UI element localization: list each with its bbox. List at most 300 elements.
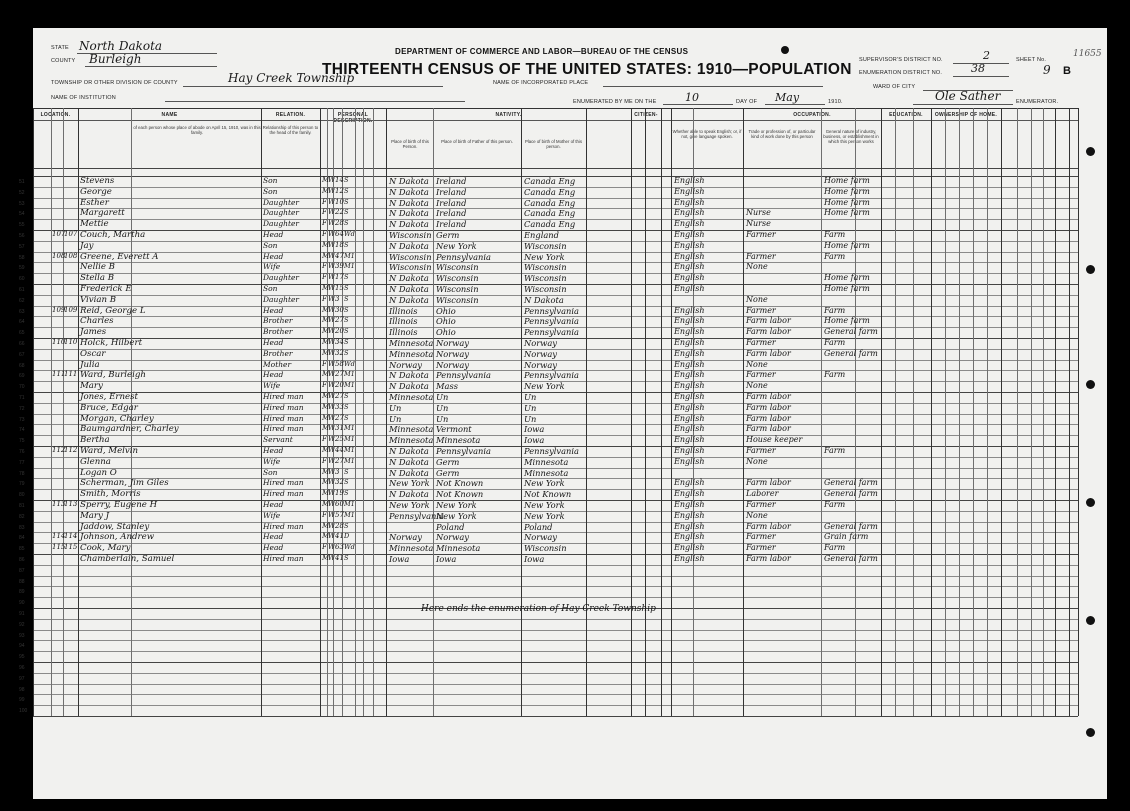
cell-fb: Norway [436,532,469,543]
supervisor-label: SUPERVISOR'S DISTRICT NO. [859,57,943,63]
cell-sex: M [322,402,330,411]
cell-age: 41 [335,554,344,562]
cell-race: W [328,305,336,314]
row-number: 70 [19,384,25,391]
cell-race: W [328,338,336,346]
cell-fb: Norway [436,359,469,370]
cell-mb: Wisconsin [524,262,567,273]
sheet-number: 9 [1043,63,1051,77]
column-header: of each person whose place of abode on April 15, 1910, was in this family. [133,125,261,135]
cell-bp: Minnesota [389,338,434,348]
cell-age: 27 [335,456,344,465]
day-label: DAY OF [736,99,758,105]
census-sheet [19,28,1107,799]
cell-ms: Wd [344,230,355,238]
cell-ind: Home farm [824,186,870,196]
cell-age: 19 [335,489,344,498]
cell-sex: M [322,554,330,562]
cell-ms: M1 [344,446,355,454]
row-number: 54 [19,211,25,218]
cell-rel: Daughter [263,273,299,283]
cell-trade: None [746,262,768,272]
punch-hole-icon [1086,265,1095,274]
cell-bp: Illinois [389,316,418,327]
cell-sex: F [322,197,327,206]
cell-sex: M [322,478,330,487]
cell-dw: 108 [52,251,66,260]
cell-name: Scherman, Jim Giles [80,478,169,489]
cell-bp: N Dakota [389,370,429,381]
row-number: 60 [19,276,25,283]
cell-name: Chamberlain, Samuel [80,554,175,564]
column-rule [1043,108,1044,716]
cell-lang: English [674,338,705,347]
cell-lang: English [674,413,705,423]
row-number: 91 [19,611,25,617]
cell-fb: Ohio [436,316,456,327]
cell-trade: Nurse [746,219,771,229]
cell-name: Morgan, Charley [80,413,154,424]
punch-hole-icon [1086,616,1095,625]
cell-mb: Canada Eng [524,176,576,186]
cell-fb: Minnesota [436,543,481,554]
cell-ms: S [344,478,349,487]
cell-fb: Norway [436,348,469,359]
cell-age: 63 [335,543,344,552]
cell-trade: Laborer [746,489,779,499]
cell-sex: M [322,240,330,249]
cell-lang: English [674,251,705,261]
column-rule [51,108,52,716]
cell-lang: English [674,554,705,563]
cell-race: W [328,230,336,238]
cell-ms: S [344,273,349,282]
place-label: NAME OF INCORPORATED PLACE [493,80,589,86]
cell-trade: Farmer [746,230,776,239]
column-rule [433,108,434,716]
cell-ind: General farm [824,489,878,499]
cell-trade: Farm labor [746,413,791,423]
enumerator-label: ENUMERATOR. [1016,99,1059,105]
department-line: DEPARTMENT OF COMMERCE AND LABOR—BUREAU OF THE CENSUS [395,47,689,56]
cell-trade: Farm labor [746,424,791,434]
section-header: OWNERSHIP OF HOME. [934,112,998,118]
cell-ms: M1 [344,456,355,465]
cell-fb: Wisconsin [436,284,479,294]
cell-trade: Farm labor [746,392,791,401]
cell-rel: Hired man [263,554,304,563]
cell-trade: Farmer [746,305,776,315]
column-rule [1031,108,1032,716]
cell-ind: General farm [824,521,878,531]
cell-fa: 110 [64,338,78,346]
cell-bp: Wisconsin [389,262,432,273]
cell-lang: English [674,424,705,434]
cell-trade: Farm labor [746,348,791,358]
column-rule [373,108,374,716]
row-rule [33,424,1078,425]
cell-name: Sperry, Eugene H [80,500,158,510]
cell-lang: English [674,456,705,466]
cell-rel: Head [263,532,284,542]
row-number: 78 [19,470,25,477]
cell-ms: S [344,327,349,336]
column-rule [363,108,364,716]
row-number: 82 [19,513,25,520]
column-number-rule [33,168,1078,169]
cell-age: 32 [335,478,344,487]
cell-trade: None [746,294,768,304]
cell-age: 17 [335,273,344,282]
cell-race: W [328,424,336,433]
cell-bp: Norway [389,532,422,543]
enumerated-label: ENUMERATED BY ME ON THE [573,99,657,105]
cell-age: 27 [335,370,344,379]
cell-mb: Norway [524,359,557,370]
cell-ind: Home farm [824,176,870,185]
cell-fb: Germ [436,467,460,478]
sheet-label: SHEET No. [1016,57,1047,63]
cell-bp: N Dakota [389,219,429,230]
cell-fb: Not Known [436,489,484,500]
cell-ind: Farm [824,500,846,509]
section-header: OCCUPATION. [793,112,831,118]
cell-sex: M [322,186,330,195]
cell-mb: Pennsylvania [524,327,579,338]
month-value: May [775,91,800,104]
cell-trade: Nurse [746,208,771,218]
cell-lang: English [674,359,705,369]
section-header: LOCATION. [40,112,71,118]
row-number: 88 [19,578,25,585]
cell-bp: N Dakota [389,186,429,197]
cell-fb: Vermont [436,424,472,435]
cell-fb: Wisconsin [436,262,479,273]
cell-fb: Ireland [436,197,467,208]
cell-sex: F [322,208,327,217]
cell-age: 18 [335,240,344,249]
cell-lang: English [674,208,705,218]
row-number: 85 [19,546,25,553]
cell-bp: N Dakota [389,446,429,456]
cell-ind: Farm [824,305,846,315]
cell-ms: M1 [344,424,355,433]
punch-hole-icon [1086,380,1095,389]
cell-mb: Not Known [524,489,572,500]
cell-bp: Un [389,413,402,424]
cell-fb: New York [436,500,477,510]
column-rule [743,108,744,716]
cell-sex: M [322,467,330,476]
cell-race: W [328,348,336,357]
county-label: COUNTY [51,58,76,64]
cell-name: Jay [80,240,94,251]
cell-rel: Head [263,500,284,509]
column-header: General nature of industry, business, or establishment in which this person works [823,129,879,144]
cell-ms: S [344,316,349,325]
row-rule [33,619,1078,620]
section-header: EDUCATION. [889,112,923,118]
cell-rel: Servant [263,435,293,445]
cell-age: 28 [335,219,344,228]
cell-bp: N Dakota [389,456,429,467]
cell-mb: Un [524,392,537,402]
cell-trade: Farm labor [746,554,791,563]
column-rule [945,108,946,716]
cell-age: 15 [335,284,344,292]
cell-dw: 109 [52,305,66,314]
cell-name: Glenna [80,456,111,467]
cell-age: 32 [335,348,344,357]
cell-trade: Farmer [746,446,776,455]
column-rule [661,108,662,716]
cell-rel: Hired man [263,489,304,499]
cell-age: 39 [335,262,344,271]
cell-bp: N Dakota [389,273,429,284]
cell-trade: Farmer [746,251,776,261]
cell-ms: M1 [344,510,355,519]
cell-ind: Home farm [824,316,870,326]
enumerator-value: Ole Sather [935,89,1001,103]
row-number: 51 [19,179,25,185]
cell-race: W [328,478,336,487]
cell-fb: Pennsylvania [436,446,491,456]
cell-mb: Iowa [524,435,545,446]
cell-ms: M1 [344,435,355,444]
cell-rel: Mother [263,359,292,369]
cell-sex: M [322,251,330,260]
cell-rel: Brother [263,348,293,358]
cell-ms: S [344,392,349,400]
cell-race: W [328,197,336,206]
row-rule [33,705,1078,706]
cell-rel: Head [263,338,284,347]
cell-lang: English [674,543,705,553]
row-number: 89 [19,589,25,596]
cell-dw: 114 [52,532,66,541]
cell-name: Mary J [80,510,110,521]
cell-fa: 112 [64,446,78,454]
column-header: Place of birth of Father of this person. [441,139,513,144]
cell-sex: M [322,284,330,292]
row-number: 65 [19,330,25,337]
row-rule [33,414,1078,415]
column-rule [521,108,522,716]
cell-race: W [328,294,336,303]
row-rule [33,522,1078,523]
cell-lang: English [674,305,705,315]
cell-lang: English [674,348,705,358]
punch-hole-icon [781,46,789,54]
cell-mb: New York [524,478,565,489]
cell-ms: M1 [344,251,355,260]
cell-ms: S [344,240,349,249]
row-number: 87 [19,567,25,574]
cell-rel: Wife [263,510,281,520]
row-number: 99 [19,697,25,704]
cell-mb: Pennsylvania [524,370,579,381]
cell-rel: Daughter [263,294,299,304]
township-value: Hay Creek Township [228,71,355,85]
cell-name: Nellie B [80,262,115,273]
cell-sex: M [322,305,330,314]
cell-race: W [328,392,336,400]
cell-trade: None [746,456,768,466]
cell-lang: English [674,219,705,229]
cell-fb: Un [436,392,449,402]
cell-sex: F [322,230,327,238]
row-number: 93 [19,632,25,639]
column-header: Whether able to speak English; or, if not, give language spoken. [672,129,742,139]
cell-bp: Un [389,402,402,413]
closing-note: Here ends the enumeration of Hay Creek Township [421,604,656,614]
cell-ms: S [344,284,349,292]
cell-fb: Un [436,413,449,424]
cell-rel: Son [263,240,278,250]
cell-fb: Wisconsin [436,294,479,305]
row-rule [33,630,1078,631]
cell-ms: S [344,348,349,357]
cell-age: 41 [335,532,344,541]
cell-fa: 107 [64,230,78,238]
row-number: 77 [19,459,25,466]
cell-name: Esther [80,197,109,208]
cell-rel: Daughter [263,197,299,207]
row-rule [33,651,1078,652]
cell-name: Ward, Melvin [80,446,139,456]
cell-bp: Minnesota [389,424,434,435]
cell-mb: Canada Eng [524,197,576,208]
cell-fb: Wisconsin [436,273,479,284]
cell-lang: English [674,500,705,509]
cell-race: W [328,554,336,562]
cell-ind: Farm [824,543,846,553]
cell-mb: Wisconsin [524,543,567,554]
section-header: PERSONAL DESCRIPTION. [333,112,373,124]
column-header: Trade or profession of, or particular kind of work done by this person [748,129,816,139]
cell-fa: 108 [64,251,78,260]
column-rule [586,108,587,716]
cell-lang: English [674,370,705,380]
cell-rel: Head [263,446,284,455]
cell-name: Smith, Morris [80,489,141,500]
row-rule [33,673,1078,674]
row-rule [33,565,1078,566]
cell-race: W [328,402,336,411]
cell-lang: English [674,435,705,445]
cell-ms: S [344,489,349,498]
cell-trade: Farmer [746,532,776,542]
cell-ind: Farm [824,251,846,261]
cell-sex: F [322,273,327,282]
cell-ms: D [344,532,350,541]
row-number: 71 [19,395,25,401]
cell-trade: None [746,510,768,520]
cell-lang: English [674,489,705,499]
cell-name: Bertha [80,435,110,446]
column-rule [987,108,988,716]
cell-ind: General farm [824,478,878,488]
cell-race: W [328,251,336,260]
cell-rel: Hired man [263,478,304,488]
cell-lang: English [674,532,705,542]
cell-fa: 115 [64,543,78,552]
cell-rel: Wife [263,456,281,466]
row-number: 69 [19,373,25,380]
cell-trade: House keeper [746,435,803,445]
cell-fb: Minnesota [436,435,481,446]
cell-age: 44 [335,446,344,454]
cell-ind: Home farm [824,240,870,250]
row-number: 79 [19,481,25,488]
section-rule [33,120,1078,121]
cell-rel: Brother [263,327,293,337]
cell-race: W [328,359,336,368]
cell-fb: Iowa [436,554,457,564]
cell-mb: New York [524,500,565,510]
cell-trade: None [746,381,768,391]
cell-race: W [328,284,336,292]
row-number: 94 [19,643,25,650]
column-rule [959,108,960,716]
row-rule [33,597,1078,598]
cell-sex: M [322,532,330,541]
cell-bp: Minnesota [389,348,434,359]
cell-race: W [328,262,336,271]
row-number: 68 [19,362,25,369]
cell-mb: New York [524,381,565,392]
cell-dw: 107 [52,230,66,238]
cell-name: James [80,327,107,338]
row-number: 98 [19,686,25,693]
cell-fb: Pennsylvania [436,370,491,381]
cell-fb: Germ [436,456,460,467]
cell-fb: Pennsylvania [436,251,491,262]
cell-fb: Ireland [436,219,467,230]
row-number: 62 [19,297,25,304]
row-number: 73 [19,416,25,423]
column-header: Place of birth of Mother of this person. [524,139,583,149]
cell-lang: English [674,392,705,401]
cell-name: Margarett [80,208,125,219]
column-rule [931,108,932,716]
cell-rel: Son [263,284,278,293]
cell-name: Ward, Burleigh [80,370,146,381]
section-header: NAME [161,112,178,118]
enumeration-district-value: 38 [971,62,985,75]
cell-age: 20 [335,327,344,336]
row-number: 84 [19,535,25,542]
township-label: TOWNSHIP OR OTHER DIVISION OF COUNTY [51,80,178,86]
column-rule [973,108,974,716]
row-number: 63 [19,308,25,315]
cell-bp: N Dakota [389,240,429,251]
column-rule [645,108,646,716]
column-rule [63,108,64,716]
cell-fb: Ireland [436,186,467,197]
cell-mb: Norway [524,348,557,359]
cell-rel: Hired man [263,413,304,423]
cell-mb: Un [524,413,537,424]
column-rule [386,108,387,716]
cell-ms: M1 [344,381,355,390]
cell-ind: Home farm [824,197,870,207]
cell-name: Vivian B [80,294,117,305]
header-top-rule [33,108,1078,109]
enumeration-district-label: ENUMERATION DISTRICT NO. [859,70,943,76]
cell-age: 33 [335,402,344,411]
cell-name: George [80,186,112,197]
